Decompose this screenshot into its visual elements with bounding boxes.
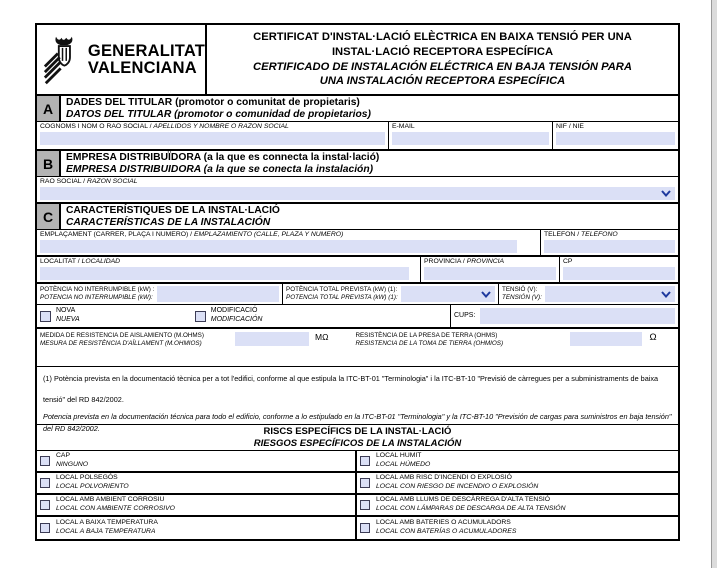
section-b-header — [37, 151, 678, 177]
empresa-razon-social-select[interactable] — [40, 187, 675, 200]
tensio-label: TENSIÓ (V): TENSIÓN (V): — [502, 286, 542, 301]
razon-social-label: RAÓ SOCIAL / RAZÓN SOCIAL — [40, 178, 138, 185]
risk-cap-checkbox[interactable] — [40, 456, 50, 466]
form-header — [37, 25, 678, 96]
riscs-header — [37, 425, 678, 451]
logo-text-line1: GENERALITAT — [87, 42, 205, 60]
emplacament-row — [37, 230, 678, 257]
risk-incendi-explosio-label: LOCAL AMB RISC D'INCENDI O EXPLOSIÓ LOCAL CON RIESGO DE INCENDIO O EXPLOSIÓN — [376, 474, 539, 490]
nif-label: NIF / NIE — [556, 123, 584, 130]
risk-row-4 — [37, 517, 678, 539]
modificacio-checkbox[interactable] — [195, 311, 206, 322]
risk-incendi-explosio-checkbox[interactable] — [360, 478, 370, 488]
risk-llums-descarrega-checkbox[interactable] — [360, 500, 370, 510]
chevron-down-icon — [661, 190, 671, 197]
emplacament-input[interactable] — [40, 240, 517, 253]
risk-local-polsegos-label: LOCAL POLSEGÓS LOCAL POLVORIENTO — [56, 474, 129, 490]
tensio-select[interactable] — [545, 286, 675, 302]
emplacament-label: EMPLAÇAMENT (CARRER, PLAÇA I NÚMERO) / EMPLAZAMIENTO (CALLE, PLAZA Y NÚMERO) — [40, 231, 344, 238]
potencia-total-prevista-label: POTÈNCIA TOTAL PREVISTA (kW) (1): POTENCIA TOTAL PREVISTA (kW) (1): — [286, 286, 398, 301]
risk-ambient-corrosiu-label: LOCAL AMB AMBIENT CORROSIU LOCAL CON AMBIENTE CORROSIVO — [56, 496, 175, 512]
modificacio-label: MODIFICACIÓ MODIFICACIÓN — [210, 307, 263, 323]
tipus-instalacio-row — [37, 305, 678, 329]
chevron-down-icon — [661, 291, 671, 298]
nova-checkbox[interactable] — [40, 311, 51, 322]
telefon-input[interactable] — [544, 240, 675, 253]
section-a-header — [37, 96, 678, 122]
potencia-no-interrumpible-label: POTÈNCIA NO INTERRUMPIBLE (kW) : POTENCIA NO INTERRUMPIBLE (kW): — [40, 286, 155, 301]
risk-bateries-acumuladors-label: LOCAL AMB BATERIES O ACUMULADORS LOCAL CON BATERÍAS O ACUMULADORES — [376, 519, 517, 535]
section-c-badge: C — [37, 204, 61, 229]
presa-terra-label: RESISTÈNCIA DE LA PRESA DE TERRA (OHMS) RESISTENCIA DE LA TOMA DE TIERRA (OHMIOS) — [355, 332, 504, 347]
risk-row-1 — [37, 451, 678, 473]
risk-llums-descarrega-label: LOCAL AMB LLUMS DE DESCÀRREGA D'ALTA TENSIÓ LOCAL CON LÁMPARAS DE DESCARGA DE ALTA TENSIÓN — [376, 496, 566, 512]
form-title — [207, 25, 678, 94]
titular-name-input[interactable] — [40, 132, 385, 145]
localitat-row — [37, 257, 678, 284]
risk-ambient-corrosiu-checkbox[interactable] — [40, 500, 50, 510]
riscs-title-es: RIESGOS ESPECÍFICOS DE LA INSTALACIÓN — [253, 437, 462, 449]
cp-label: CP — [563, 258, 573, 265]
risk-baixa-temperatura-label: LOCAL A BAIXA TEMPERATURA LOCAL A BAJA TEMPERATURA — [56, 519, 158, 535]
risk-local-humit-checkbox[interactable] — [360, 456, 370, 466]
potencia-no-interrumpible-input[interactable] — [157, 286, 279, 302]
risk-local-humit-label: LOCAL HUMIT LOCAL HÚMEDO — [376, 452, 431, 468]
empresa-row — [37, 177, 678, 204]
cups-label: CUPS: — [454, 311, 476, 319]
telefon-label: TELÈFON / TELÉFONO — [544, 231, 618, 238]
email-input[interactable] — [392, 132, 549, 145]
chevron-down-icon — [481, 291, 491, 298]
localitat-input[interactable] — [40, 267, 409, 280]
section-a-badge: A — [37, 96, 61, 121]
provincia-input[interactable] — [424, 267, 556, 280]
certificate-form — [35, 23, 680, 541]
potencia-total-prevista-select[interactable] — [401, 286, 495, 302]
viewer-edge-gutter — [711, 0, 717, 568]
section-a-title-es: DATOS DEL TITULAR (promotor o comunidad de propietarios) — [66, 108, 371, 120]
presa-terra-unit: Ω — [649, 332, 657, 343]
logo-text-line2: VALENCIANA — [87, 58, 197, 77]
nif-input[interactable] — [556, 132, 675, 145]
footnote-ca: (1) Potència prevista en la documentació tècnica per a tot l'edifici, conforme al que estipula la ITC-BT-01 "Terminologia" i la ITC-BT-10 "Previsió de càrregues per a subministraments de baixa tensió" del RD 842/2002. — [43, 374, 659, 404]
title-ca-line1: CERTIFICAT D'INSTAL·LACIÓ ELÈCTRICA EN BAIXA TENSIÓ PER UNA — [253, 31, 632, 44]
section-b-title-ca: EMPRESA DISTRIBUÏDORA (a la que es connecta la instal·lació) — [66, 152, 380, 163]
section-b-title-es: EMPRESA DISTRIBUIDORA (a la que se conecta la instalación) — [66, 163, 374, 175]
localitat-label: LOCALITAT / LOCALIDAD — [40, 258, 121, 265]
risk-cap-label: CAP NINGUNO — [56, 452, 89, 468]
generalitat-valenciana-logo — [37, 25, 207, 94]
section-b-badge: B — [37, 151, 61, 176]
risk-row-3 — [37, 495, 678, 517]
section-c-title-ca: CARACTERÍSTIQUES DE LA INSTAL·LACIÓ — [66, 205, 280, 216]
potencia-row — [37, 284, 678, 305]
titular-fields-row — [37, 122, 678, 151]
title-es-line1: CERTIFICADO DE INSTALACIÓN ELÉCTRICA EN BAJA TENSIÓN PARA — [253, 60, 632, 73]
resistencies-row — [37, 329, 678, 367]
cups-input[interactable] — [480, 308, 675, 324]
risk-bateries-acumuladors-checkbox[interactable] — [360, 523, 370, 533]
presa-terra-input[interactable] — [570, 332, 642, 346]
footnote-es: Potencia prevista en la documentación técnica para todo el edificio, conforme a lo estipulado en la ITC-BT-01 "Terminologia" y la ITC-BT-10 "Previsión de cargas para suministros en baja tensión" del RD 842/2002. — [43, 412, 672, 433]
nova-label: NOVA NUEVA — [56, 307, 80, 323]
titular-name-label: COGNOMS I NOM O RAÓ SOCIAL / APELLIDOS Y NOMBRE O RAZÓN SOCIAL — [40, 123, 289, 130]
cp-input[interactable] — [563, 267, 675, 280]
riscs-title-ca: RISCS ESPECÍFICS DE LA INSTAL·LACIÓ — [263, 426, 452, 438]
section-a-title-ca: DADES DEL TITULAR (promotor o comunitat de propietaris) — [66, 97, 360, 108]
risk-baixa-temperatura-checkbox[interactable] — [40, 523, 50, 533]
section-c-title-es: CARACTERÍSTICAS DE LA INSTALACIÓN — [66, 216, 271, 228]
risk-local-polsegos-checkbox[interactable] — [40, 478, 50, 488]
logo-wordmark — [88, 43, 205, 76]
aislamiento-input[interactable] — [235, 332, 309, 346]
title-es-line2: UNA INSTALACIÓN RECEPTORA ESPECÍFICA — [319, 75, 566, 88]
provincia-label: PROVÍNCIA / PROVINCIA — [424, 258, 505, 265]
aislamiento-unit: MΩ — [315, 332, 329, 342]
title-ca-line2: INSTAL·LACIÓ RECEPTORA ESPECÍFICA — [331, 45, 554, 58]
email-label: E-MAIL — [392, 123, 415, 130]
section-c-header — [37, 204, 678, 230]
gv-emblem-icon — [43, 33, 84, 87]
risk-row-2 — [37, 473, 678, 495]
aislamiento-label: MEDIDA DE RESISTENCIA DE AISLAMIENTO (M.OHMS) MESURA DE RESISTÈNCIA D'AÏLLAMENT (M.OHMIOS) — [40, 332, 204, 347]
